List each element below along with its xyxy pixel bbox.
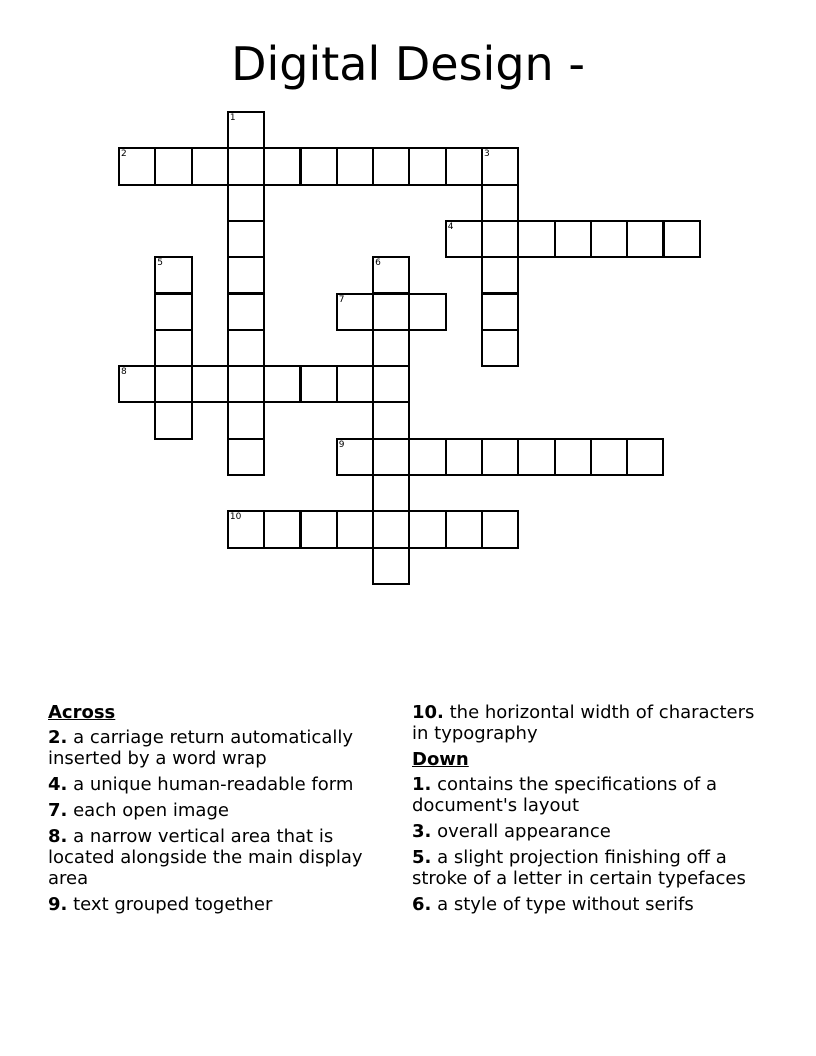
crossword-cell[interactable]	[227, 147, 265, 185]
clue-number: 1.	[412, 774, 432, 795]
crossword-cell[interactable]	[227, 401, 265, 439]
clue-across-7	[48, 800, 396, 821]
clue-text: overall appearance	[437, 821, 611, 842]
crossword-cell[interactable]	[663, 220, 701, 258]
crossword-cell[interactable]	[481, 438, 519, 476]
crossword-cell[interactable]	[154, 147, 192, 185]
cell-number: 2	[121, 149, 127, 160]
crossword-cell[interactable]	[372, 547, 410, 585]
clue-number: 9.	[48, 894, 68, 915]
crossword-cell[interactable]	[227, 220, 265, 258]
cell-number: 3	[484, 149, 490, 160]
crossword-cell[interactable]	[154, 256, 192, 294]
clue-text: a narrow vertical area that is located alongside the main display area	[48, 826, 363, 889]
crossword-cell[interactable]	[336, 365, 374, 403]
crossword-cell[interactable]	[445, 147, 483, 185]
cell-number: 9	[338, 439, 345, 450]
crossword-cell[interactable]	[336, 293, 374, 331]
crossword-cell[interactable]	[300, 365, 338, 403]
cell-number: 1	[229, 113, 236, 123]
crossword-cell[interactable]	[336, 147, 374, 185]
crossword-cell[interactable]	[626, 438, 664, 476]
cell-number: 7	[338, 294, 345, 305]
crossword-cell[interactable]	[481, 293, 519, 331]
crossword-cell[interactable]	[372, 147, 410, 185]
clue-number: 6.	[412, 894, 432, 915]
crossword-cell[interactable]	[227, 329, 265, 367]
crossword-cell[interactable]	[263, 147, 301, 185]
crossword-cell[interactable]	[372, 329, 410, 367]
clues-column-right	[412, 702, 760, 920]
clue-text: contains the specifications of a document's layout	[412, 774, 718, 816]
clue-down-3	[412, 821, 760, 842]
across-heading: Across	[48, 702, 116, 723]
crossword-cell[interactable]	[263, 365, 301, 403]
clue-number: 3.	[412, 821, 432, 842]
clue-number: 10.	[412, 702, 444, 723]
clue-number: 7.	[48, 800, 68, 821]
page-title: Digital Design -	[231, 37, 585, 91]
crossword-cell[interactable]	[481, 184, 519, 222]
crossword-cell[interactable]	[554, 438, 592, 476]
crossword-cell[interactable]	[154, 293, 192, 331]
clue-down-5	[412, 847, 760, 889]
cell-number: 6	[375, 258, 381, 269]
crossword-cell[interactable]	[445, 220, 483, 258]
clue-text: text grouped together	[73, 894, 273, 915]
crossword-cell[interactable]	[154, 329, 192, 367]
clues-column-left	[48, 702, 396, 920]
crossword-cell[interactable]	[227, 256, 265, 294]
clue-number: 8.	[48, 826, 68, 847]
crossword-cell[interactable]	[227, 365, 265, 403]
clue-text: each open image	[73, 800, 229, 821]
crossword-cell[interactable]	[300, 510, 338, 548]
clue-across-8	[48, 826, 396, 889]
clue-text: a slight projection finishing off a stroke of a letter in certain typefaces	[412, 847, 746, 889]
crossword-cell[interactable]	[408, 293, 446, 331]
crossword-cell[interactable]	[336, 510, 374, 548]
cell-number: 4	[447, 221, 454, 232]
clue-text: the horizontal width of characters in typography	[412, 702, 755, 744]
crossword-cell[interactable]	[372, 510, 410, 548]
crossword-cell[interactable]	[481, 147, 519, 185]
crossword-cell[interactable]	[300, 147, 338, 185]
clue-down-6	[412, 894, 760, 915]
crossword-cell[interactable]	[481, 329, 519, 367]
crossword-cell[interactable]	[227, 438, 265, 476]
crossword-cell[interactable]	[227, 184, 265, 222]
crossword-cell[interactable]	[227, 510, 265, 548]
clue-down-1	[412, 774, 760, 816]
crossword-cell[interactable]	[481, 256, 519, 294]
clue-text: a style of type without serifs	[437, 894, 694, 915]
clue-number: 4.	[48, 774, 68, 795]
crossword-cell[interactable]	[408, 510, 446, 548]
crossword-cell[interactable]	[372, 474, 410, 512]
clue-text: a unique human-readable form	[73, 774, 354, 795]
clue-text: a carriage return automatically inserted by a word wrap	[48, 727, 353, 769]
crossword-cell[interactable]	[227, 111, 265, 149]
crossword-cell[interactable]	[118, 147, 156, 185]
clue-across-4	[48, 774, 396, 795]
crossword-cell[interactable]	[554, 220, 592, 258]
clue-across-9	[48, 894, 396, 915]
crossword-cell[interactable]	[154, 401, 192, 439]
crossword-cell[interactable]	[191, 365, 229, 403]
crossword-cell[interactable]	[227, 293, 265, 331]
crossword-cell[interactable]	[191, 147, 229, 185]
crossword-cell[interactable]	[372, 365, 410, 403]
crossword-cell[interactable]	[590, 438, 628, 476]
clue-number: 2.	[48, 727, 68, 748]
crossword-cell[interactable]	[336, 438, 374, 476]
crossword-cell[interactable]	[626, 220, 664, 258]
crossword-cell[interactable]	[372, 256, 410, 294]
crossword-cell[interactable]	[517, 220, 555, 258]
clue-number: 5.	[412, 847, 432, 868]
cell-number: 5	[157, 258, 164, 269]
clue-across-2	[48, 727, 396, 769]
crossword-cell[interactable]	[263, 510, 301, 548]
clue-across-10	[412, 702, 760, 744]
crossword-cell[interactable]	[408, 147, 446, 185]
crossword-cell[interactable]	[445, 438, 483, 476]
crossword-cell[interactable]	[118, 365, 156, 403]
down-heading: Down	[412, 749, 469, 770]
crossword-cell[interactable]	[590, 220, 628, 258]
crossword-cell[interactable]	[445, 510, 483, 548]
crossword-cell[interactable]	[408, 438, 446, 476]
crossword-cell[interactable]	[154, 365, 192, 403]
cell-number: 8	[121, 367, 127, 378]
crossword-cell[interactable]	[517, 438, 555, 476]
crossword-cell[interactable]	[481, 510, 519, 548]
crossword-cell[interactable]	[372, 401, 410, 439]
cell-number: 10	[229, 512, 242, 523]
crossword-cell[interactable]	[481, 220, 519, 258]
crossword-cell[interactable]	[372, 293, 410, 331]
crossword-cell[interactable]	[372, 438, 410, 476]
